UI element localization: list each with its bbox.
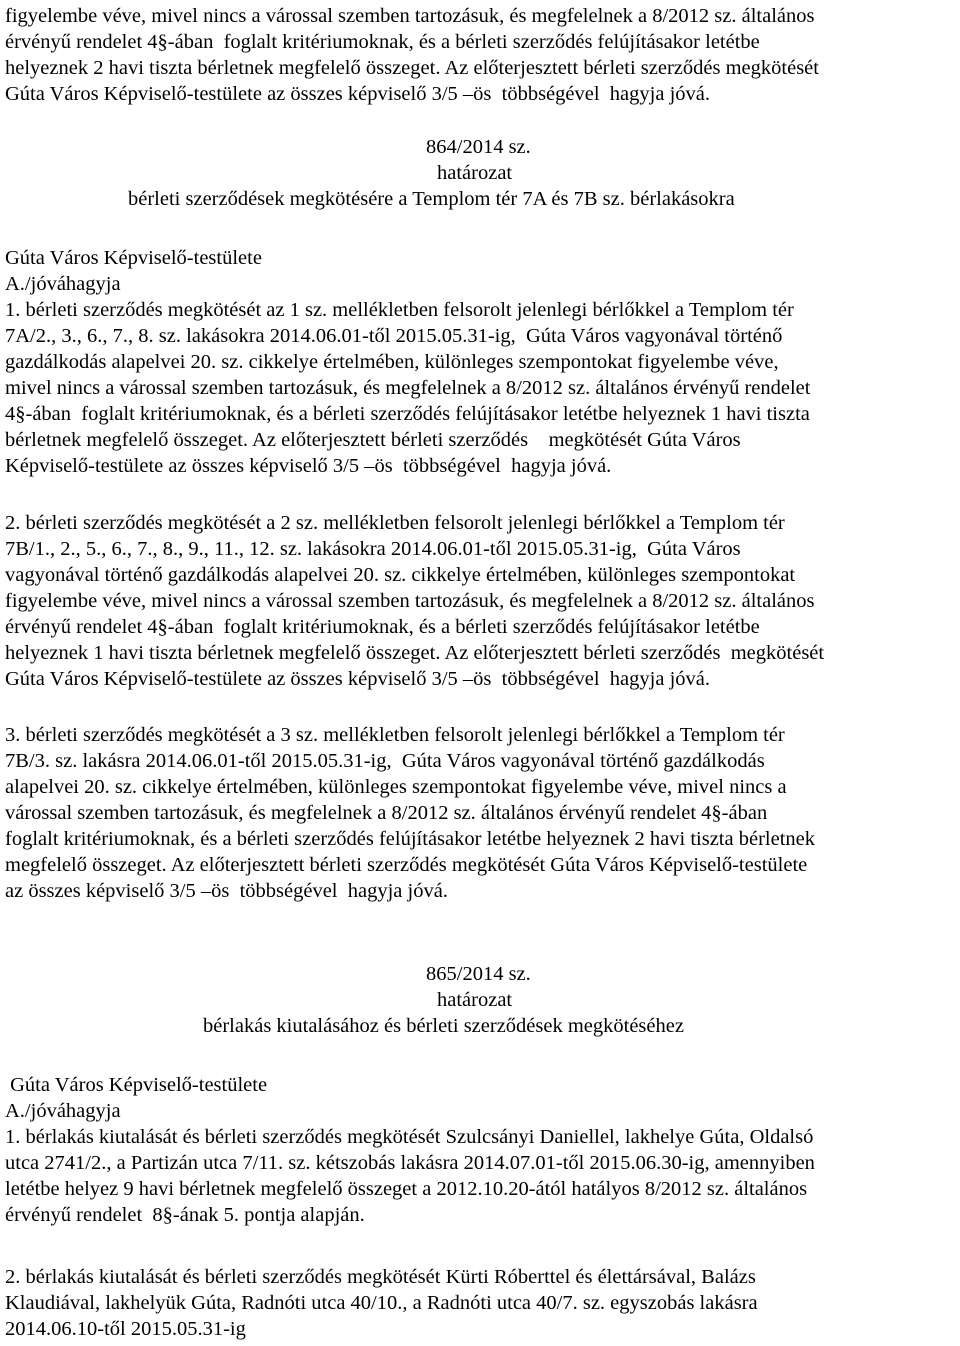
text-line: 1. bérleti szerződés megkötését az 1 sz. mellékletben felsorolt jelenlegi bérlőkkel a Templom tér xyxy=(5,299,794,321)
text-line: letétbe helyez 9 havi bérletnek megfelelő összeget a 2012.10.20-ától hatályos 8/2012 sz. általános xyxy=(5,1178,808,1200)
text-line: bérletnek megfelelő összeget. Az előterjesztett bérleti szerződés megkötését Gúta Város xyxy=(5,429,741,451)
text-line: 7B/1., 2., 5., 6., 7., 8., 9., 11., 12. sz. lakásokra 2014.06.01-től 2015.05.31-ig, Gúta Város xyxy=(5,538,741,560)
text-line: Képviselő-testülete az összes képviselő 3/5 –ös többségével hagyja jóvá. xyxy=(5,455,612,477)
council-name: Gúta Város Képviselő-testülete xyxy=(5,1074,268,1096)
text-line: 7A/2., 3., 6., 7., 8. sz. lakásokra 2014.06.01-től 2015.05.31-ig, Gúta Város vagyonával történő xyxy=(5,325,783,347)
text-line: foglalt kritériumoknak, és a bérleti szerződés felújításakor letétbe helyeznek 2 havi tiszta bérletnek xyxy=(5,828,815,850)
text-line: érvényű rendelet 4§-ában foglalt kritériumoknak, és a bérleti szerződés felújításakor letétbe xyxy=(5,31,760,53)
decision-label: A./jóváhagyja xyxy=(5,273,121,295)
text-line: 3. bérleti szerződés megkötését a 3 sz. mellékletben felsorolt jelenlegi bérlőkkel a Templom tér xyxy=(5,724,785,746)
text-line: alapelvei 20. sz. cikkelye értelmében, különleges szempontokat figyelembe véve, mivel nincs a xyxy=(5,776,787,798)
council-name: Gúta Város Képviselő-testülete xyxy=(5,247,262,269)
text-line: Klaudiával, lakhelyük Gúta, Radnóti utca 40/10., a Radnóti utca 40/7. sz. egyszobás lakásra xyxy=(5,1292,758,1314)
text-line: 2014.06.10-től 2015.05.31-ig xyxy=(5,1318,246,1340)
text-line: 4§-ában foglalt kritériumoknak, és a bérleti szerződés felújításakor letétbe helyeznek 1 havi tiszta xyxy=(5,403,810,425)
resolution-number: 865/2014 sz. xyxy=(426,963,531,985)
text-line: mivel nincs a várossal szemben tartozásuk, és megfelelnek a 8/2012 sz. általános érvényű rendelet xyxy=(5,377,811,399)
text-line: érvényű rendelet 8§-ának 5. pontja alapján. xyxy=(5,1204,365,1226)
resolution-label: határozat xyxy=(437,989,513,1011)
text-line: figyelembe véve, mivel nincs a várossal szemben tartozásuk, és megfelelnek a 8/2012 sz. általános xyxy=(5,590,815,612)
text-line: Gúta Város Képviselő-testülete az összes képviselő 3/5 –ös többségével hagyja jóvá. xyxy=(5,83,710,105)
text-line: megfelelő összeget. Az előterjesztett bérleti szerződés megkötését Gúta Város Képviselő-testülete xyxy=(5,854,808,876)
text-line: 1. bérlakás kiutalását és bérleti szerződés megkötését Szulcsányi Daniellel, lakhelye Gúta, Oldalsó xyxy=(5,1126,814,1148)
text-line: 7B/3. sz. lakásra 2014.06.01-től 2015.05.31-ig, Gúta Város vagyonával történő gazdálkodás xyxy=(5,750,765,772)
resolution-label: határozat xyxy=(437,162,513,184)
text-line: gazdálkodás alapelvei 20. sz. cikkelye értelmében, különleges szempontokat figyelembe véve, xyxy=(5,351,779,373)
decision-label: A./jóváhagyja xyxy=(5,1100,121,1122)
text-line: helyeznek 1 havi tiszta bérletnek megfelelő összeget. Az előterjesztett bérleti szerződés megkötését xyxy=(5,642,825,664)
text-line: érvényű rendelet 4§-ában foglalt kritériumoknak, és a bérleti szerződés felújításakor letétbe xyxy=(5,616,760,638)
resolution-subject: bérlakás kiutalásához és bérleti szerződések megkötéséhez xyxy=(203,1015,684,1037)
resolution-subject: bérleti szerződések megkötésére a Templom tér 7A és 7B sz. bérlakásokra xyxy=(128,188,735,210)
text-line: utca 2741/2., a Partizán utca 7/11. sz. kétszobás lakásra 2014.07.01-től 2015.06.30-ig, amennyiben xyxy=(5,1152,815,1174)
resolution-number: 864/2014 sz. xyxy=(426,136,531,158)
text-line: helyeznek 2 havi tiszta bérletnek megfelelő összeget. Az előterjesztett bérleti szerződés megkötését xyxy=(5,57,819,79)
text-line: Gúta Város Képviselő-testülete az összes képviselő 3/5 –ös többségével hagyja jóvá. xyxy=(5,668,710,690)
text-line: 2. bérleti szerződés megkötését a 2 sz. mellékletben felsorolt jelenlegi bérlőkkel a Templom tér xyxy=(5,512,785,534)
text-line: 2. bérlakás kiutalását és bérleti szerződés megkötését Kürti Róberttel és élettársával, Balázs xyxy=(5,1266,756,1288)
text-line: figyelembe véve, mivel nincs a várossal szemben tartozásuk, és megfelelnek a 8/2012 sz. általános xyxy=(5,5,815,27)
text-line: vagyonával történő gazdálkodás alapelvei 20. sz. cikkelye értelmében, különleges szempontokat xyxy=(5,564,796,586)
text-line: az összes képviselő 3/5 –ös többségével hagyja jóvá. xyxy=(5,880,448,902)
text-line: várossal szemben tartozásuk, és megfelelnek a 8/2012 sz. általános érvényű rendelet 4§-ában xyxy=(5,802,768,824)
